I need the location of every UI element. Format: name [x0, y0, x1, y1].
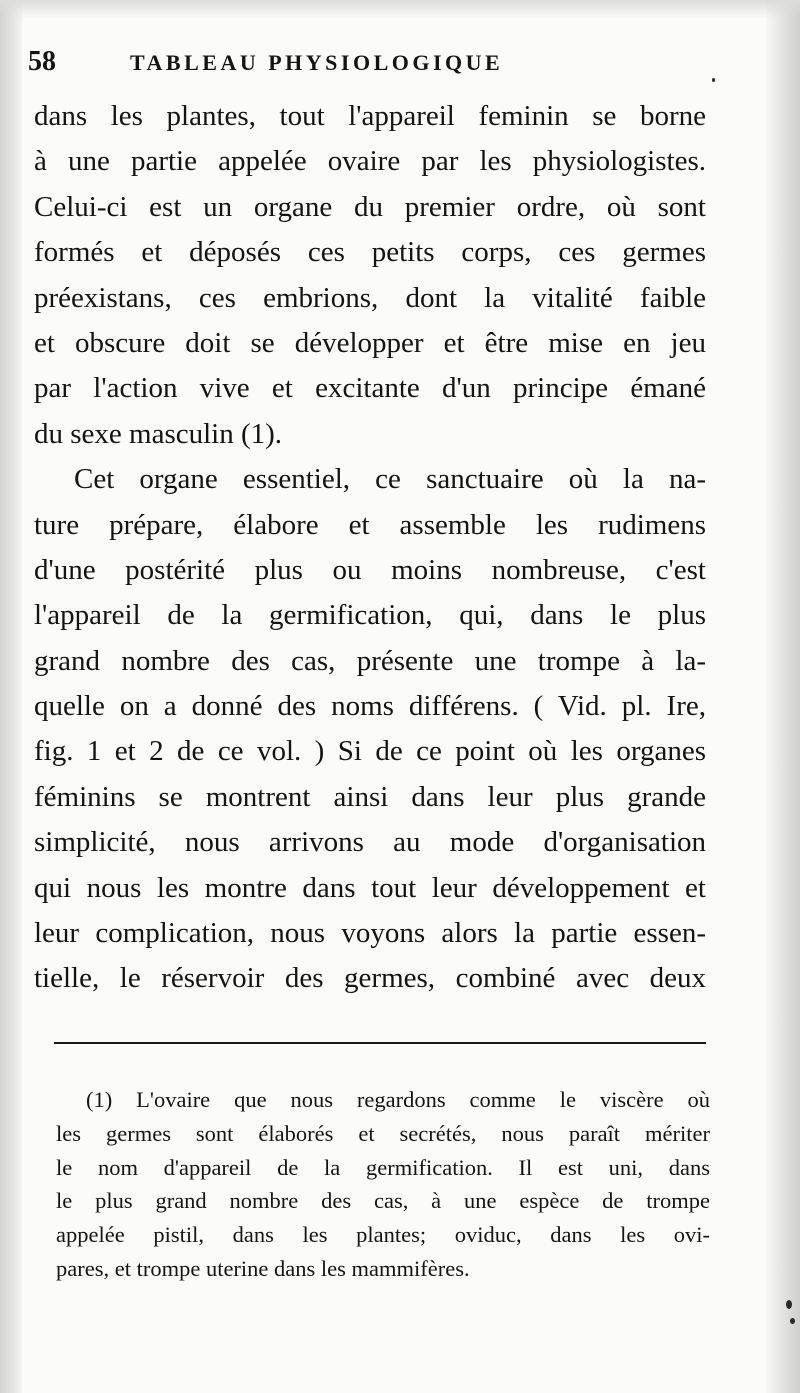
- page-top-shadow: [0, 0, 800, 18]
- text-line: l'appareil de la germification, qui, dans le plus: [34, 599, 706, 632]
- running-title: TABLEAU PHYSIOLOGIQUE: [130, 50, 504, 75]
- footnote-line: le nom d'appareil de la germification. Il est uni, dans: [56, 1154, 710, 1180]
- text-line: du sexe masculin (1).: [34, 417, 283, 450]
- scan-speck: [712, 78, 715, 82]
- text-line: simplicité, nous arrivons au mode d'organisation: [34, 826, 706, 859]
- footnote-line: appelée pistil, dans les plantes; oviduc, dans les ovi-: [56, 1222, 710, 1248]
- text-line: préexistans, ces embrions, dont la vitalité faible: [34, 281, 706, 314]
- page-number: 58: [28, 46, 56, 77]
- main-text: [34, 94, 706, 1002]
- text-line: Cet organe essentiel, ce sanctuaire où la na-: [74, 463, 706, 496]
- footnote: [56, 1083, 710, 1286]
- text-line: et obscure doit se développer et être mise en jeu: [34, 326, 706, 359]
- text-line: quelle on a donné des noms différens. ( Vid. pl. Ire,: [34, 690, 706, 723]
- footnote-line: le plus grand nombre des cas, à une espèce de trompe: [56, 1188, 710, 1214]
- text-line: qui nous les montre dans tout leur développement et: [34, 871, 706, 904]
- footnote-separator: [54, 1042, 706, 1044]
- text-line: grand nombre des cas, présente une trompe à la-: [34, 644, 706, 677]
- footnote-line: les germes sont élaborés et secrétés, nous paraît mériter: [56, 1120, 710, 1146]
- footnote-line: pares, et trompe uterine dans les mammifères.: [56, 1255, 470, 1281]
- text-line: à une partie appelée ovaire par les physiologistes.: [34, 145, 706, 178]
- text-line: ture prépare, élabore et assemble les rudimens: [34, 508, 706, 541]
- text-line: d'une postérité plus ou moins nombreuse, c'est: [34, 553, 706, 586]
- text-line: dans les plantes, tout l'appareil feminin se borne: [34, 100, 706, 132]
- text-line: par l'action vive et excitante d'un principe émané: [34, 372, 706, 405]
- text-line: féminins se montrent ainsi dans leur plus grande: [34, 780, 706, 813]
- page-left-shadow: [0, 0, 22, 1393]
- text-line: fig. 1 et 2 de ce vol. ) Si de ce point où les organes: [34, 735, 706, 768]
- text-line: Celui-ci est un organe du premier ordre, où sont: [34, 190, 706, 223]
- text-line: tielle, le réservoir des germes, combiné avec deux: [34, 962, 706, 995]
- scan-speck: [790, 1318, 795, 1324]
- scan-speck: [786, 1300, 792, 1309]
- page-right-shadow: [766, 0, 800, 1393]
- text-line: formés et déposés ces petits corps, ces germes: [34, 236, 706, 269]
- running-header: [28, 46, 728, 86]
- footnote-line: (1) L'ovaire que nous regardons comme le viscère où: [86, 1087, 710, 1112]
- text-line: leur complication, nous voyons alors la partie essen-: [34, 917, 706, 950]
